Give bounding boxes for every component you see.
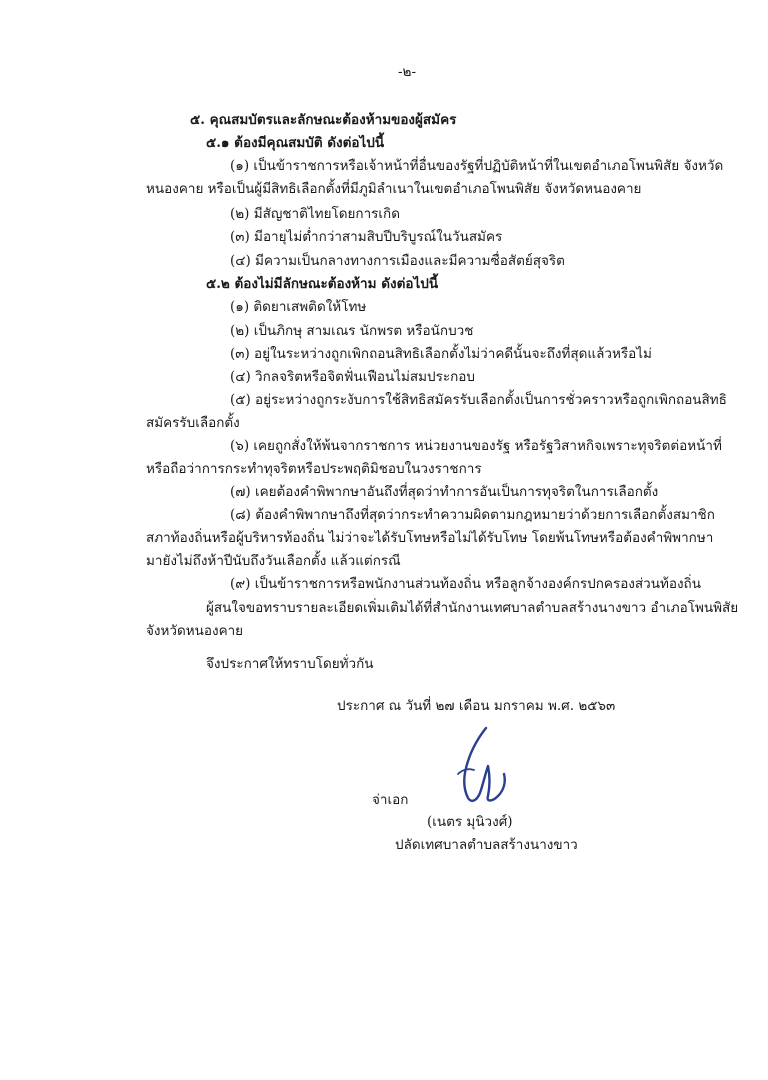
prohibition-6-line-2: หรือถือว่าการกระทำทุจริตหรือประพฤติมิชอบในวงราชการ xyxy=(146,461,482,477)
signer-name: (เนตร มุนิวงศ์) xyxy=(427,814,513,830)
prohibition-6-line-1: (๖) เคยถูกสั่งให้พ้นจากราชการ หน่วยงานของรัฐ หรือรัฐวิสาหกิจเพราะทุจริตต่อหน้าที่ xyxy=(230,438,722,454)
prohibition-3: (๓) อยู่ในระหว่างถูกเพิกถอนสิทธิเลือกตั้งไม่ว่าคดีนั้นจะถึงที่สุดแล้วหรือไม่ xyxy=(230,346,652,362)
prohibition-9: (๙) เป็นข้าราชการหรือพนักงานส่วนท้องถิ่น หรือลูกจ้างองค์กรปกครองส่วนท้องถิ่น xyxy=(230,576,701,592)
section-5-2-heading: ๕.๒ ต้องไม่มีลักษณะต้องห้าม ดังต่อไปนี้ xyxy=(206,276,439,292)
prohibition-7: (๗) เคยต้องคำพิพากษาอันถึงที่สุดว่าทำการอันเป็นการทุจริตในการเลือกตั้ง xyxy=(230,484,659,500)
announcement-date: ประกาศ ณ วันที่ ๒๗ เดือน มกราคม พ.ศ. ๒๕๖๓ xyxy=(337,698,616,714)
signer-position: ปลัดเทศบาลตำบลสร้างนางขาว xyxy=(395,837,578,853)
section-5-heading: ๕. คุณสมบัตรและลักษณะต้องห้ามของผู้สมัคร xyxy=(190,112,457,128)
announcement-line: จึงประกาศให้ทราบโดยทั่วกัน xyxy=(206,656,374,672)
contact-line-1: ผู้สนใจขอทราบรายละเอียดเพิ่มเติมได้ที่สำนักงานเทศบาลตำบลสร้างนางขาว อำเภอโพนพิสัย xyxy=(206,600,739,616)
qualification-3: (๓) มีอายุไม่ต่ำกว่าสามสิบปีบริบูรณ์ในวันสมัคร xyxy=(230,229,503,245)
prohibition-8-line-3: มายังไม่ถึงห้าปีนับถึงวันเลือกตั้ง แล้วแต่กรณี xyxy=(146,553,401,569)
prohibition-4: (๔) วิกลจริตหรือจิตฟั่นเฟือนไม่สมประกอบ xyxy=(230,369,475,385)
section-5-1-heading: ๕.๑ ต้องมีคุณสมบัติ ดังต่อไปนี้ xyxy=(206,135,385,151)
prohibition-5-line-1: (๕) อยู่ระหว่างถูกระงับการใช้สิทธิสมัครรับเลือกตั้งเป็นการชั่วคราวหรือถูกเพิกถอนสิทธิ xyxy=(230,392,727,408)
prohibition-1: (๑) ติดยาเสพติดให้โทษ xyxy=(230,299,367,315)
prohibition-2: (๒) เป็นภิกษุ สามเณร นักพรต หรือนักบวช xyxy=(230,323,474,339)
qualification-1-line-2: หนองคาย หรือเป็นผู้มีสิทธิเลือกตั้งที่มีภูมิลำเนาในเขตอำเภอโพนพิสัย จังหวัดหนองคาย xyxy=(146,181,642,197)
prohibition-8-line-1: (๘) ต้องคำพิพากษาถึงที่สุดว่ากระทำความผิดตามกฎหมายว่าด้วยการเลือกตั้งสมาชิก xyxy=(230,507,715,523)
prohibition-5-line-2: สมัครรับเลือกตั้ง xyxy=(146,415,240,431)
contact-line-2: จังหวัดหนองคาย xyxy=(146,623,244,639)
handwritten-signature xyxy=(448,722,510,806)
signer-rank: จ่าเอก xyxy=(372,792,409,808)
qualification-2: (๒) มีสัญชาติไทยโดยการเกิด xyxy=(230,206,400,222)
page-number: -๒- xyxy=(398,64,417,80)
qualification-1-line-1: (๑) เป็นข้าราชการหรือเจ้าหน้าที่อื่นของรัฐที่ปฏิบัติหน้าที่ในเขตอำเภอโพนพิสัย จังหวัด xyxy=(230,158,724,174)
qualification-4: (๔) มีความเป็นกลางทางการเมืองและมีความซื่อสัตย์สุจริต xyxy=(230,253,565,269)
prohibition-8-line-2: สภาท้องถิ่นหรือผู้บริหารท้องถิ่น ไม่ว่าจะได้รับโทษหรือไม่ได้รับโทษ โดยพ้นโทษหรือต้องคำพิพากษา xyxy=(146,530,714,546)
